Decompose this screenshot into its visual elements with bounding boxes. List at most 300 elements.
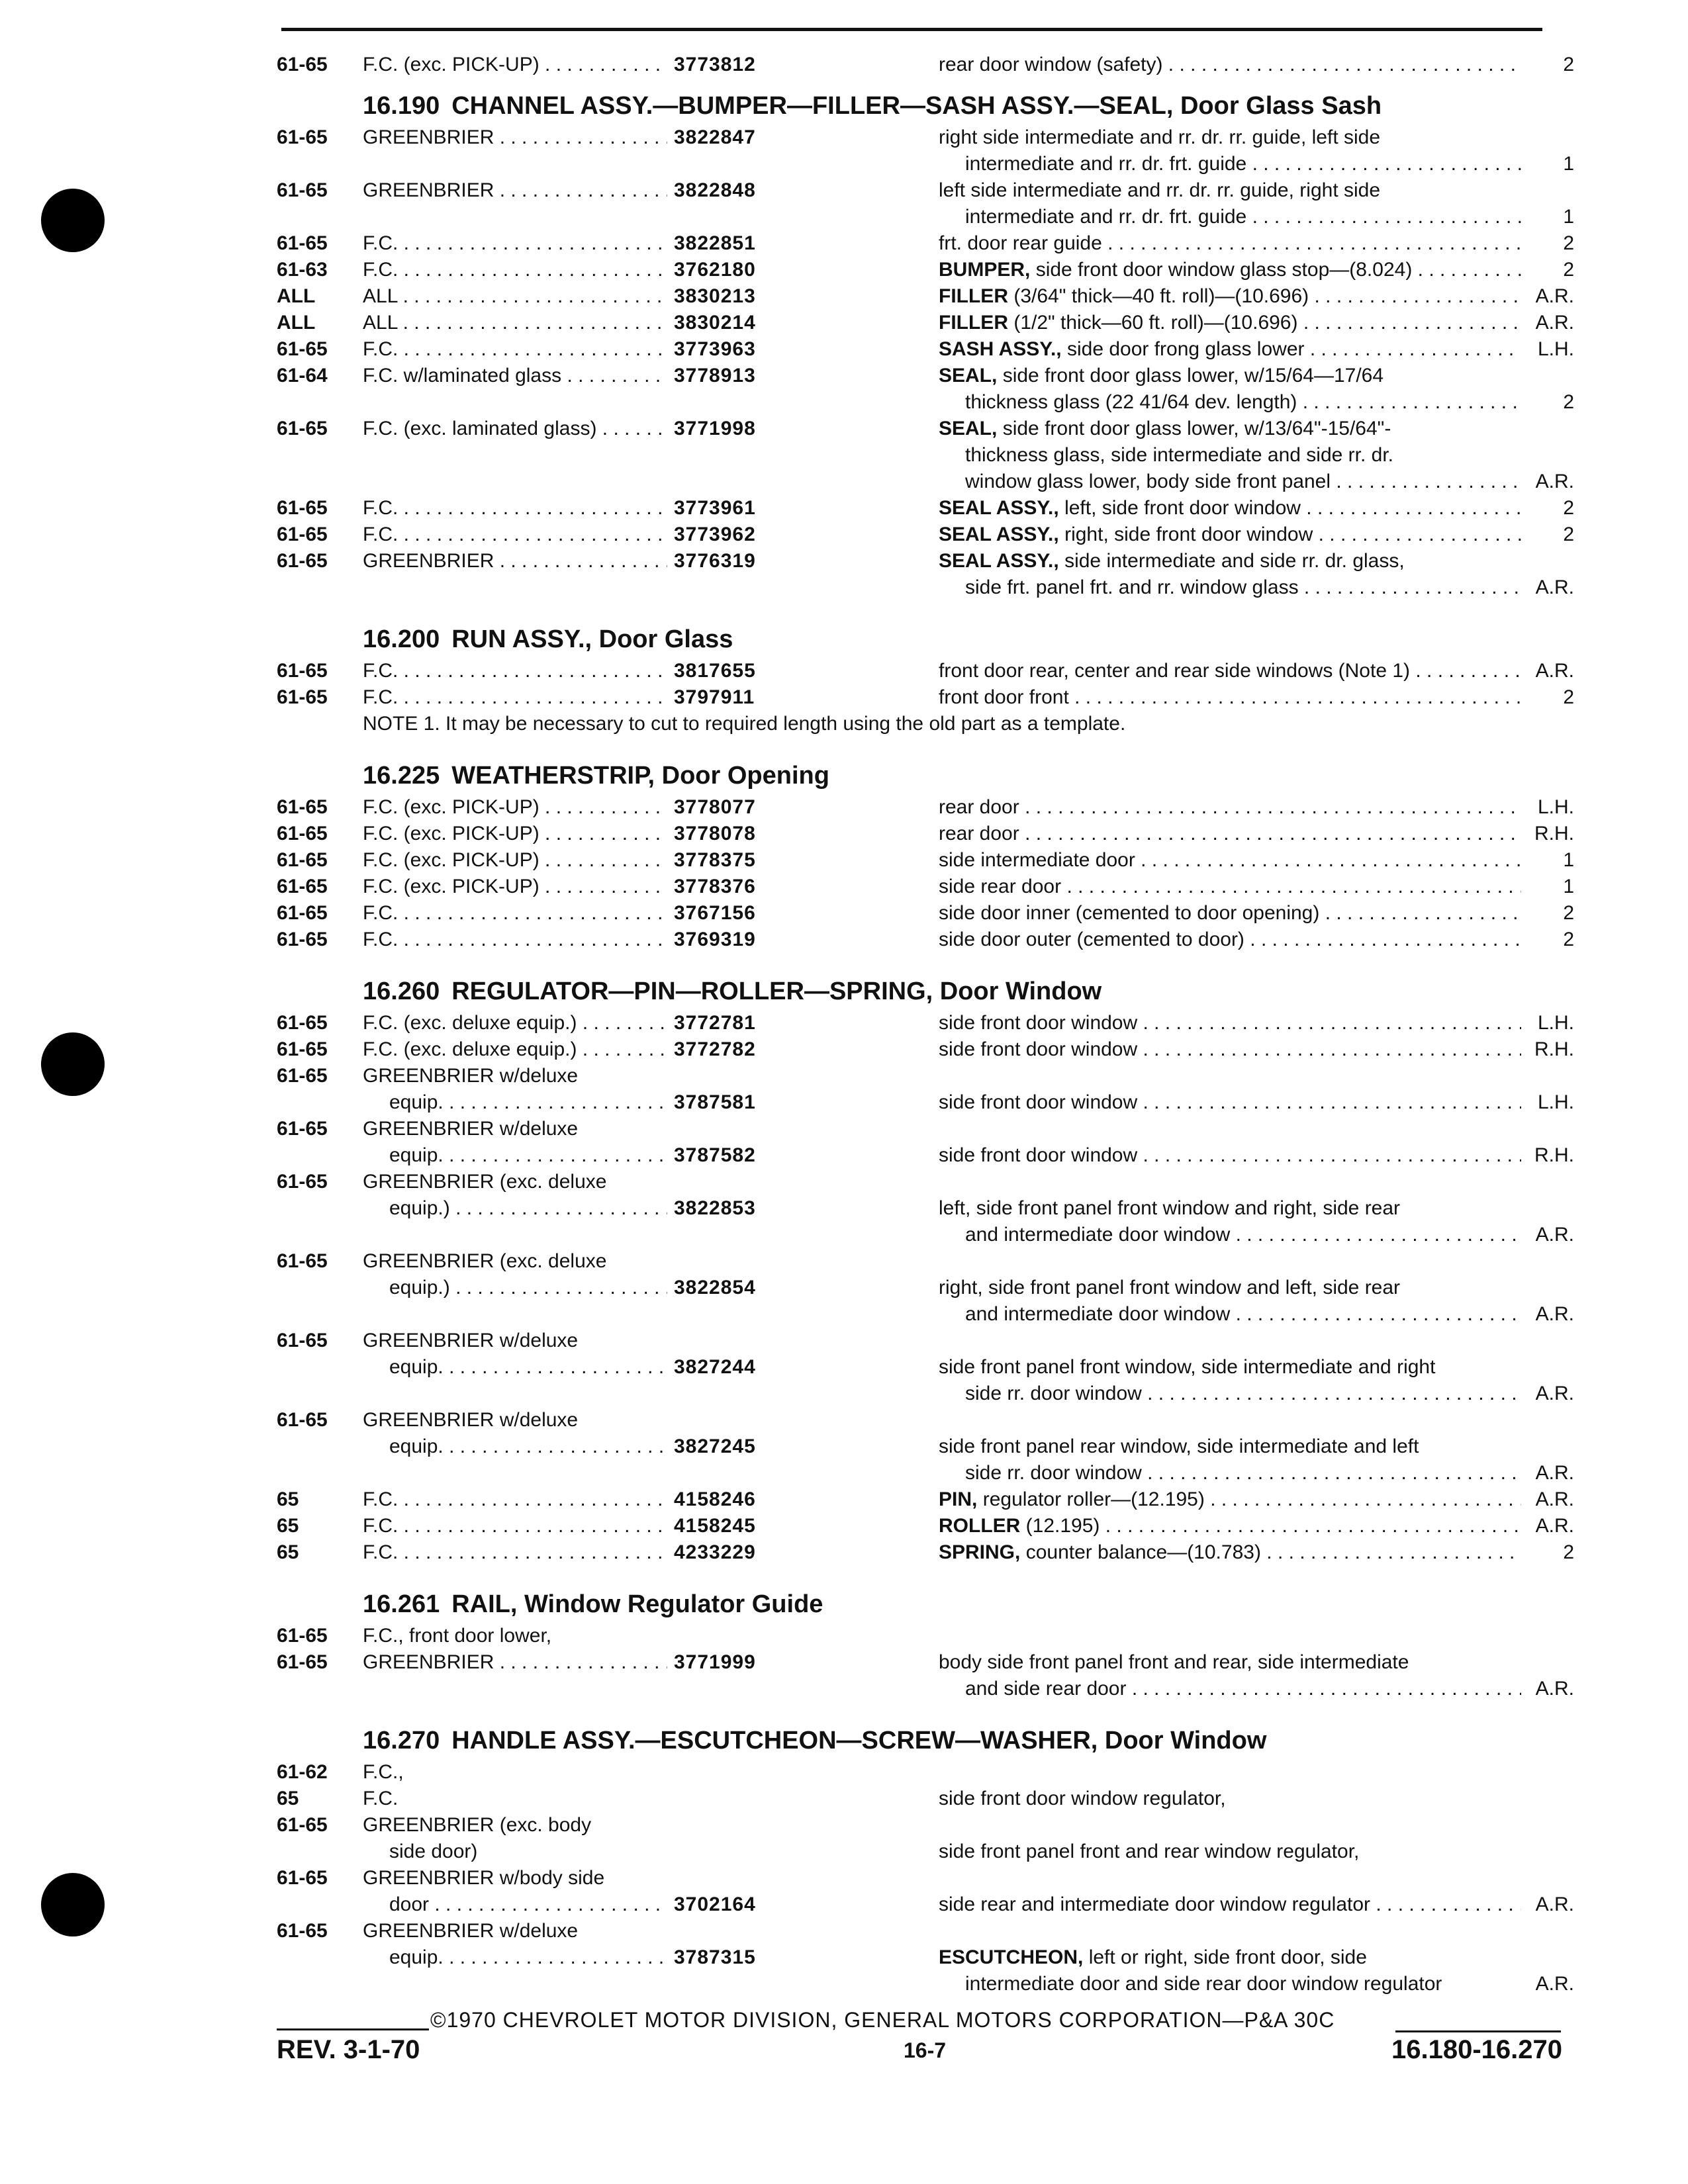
quantity-cell: A.R. [1535,471,1574,492]
table-row [277,1486,1574,1513]
year-cell: 61-65 [277,823,328,844]
description-cell [939,1839,1521,1865]
model-cell: equip. . . . [389,1142,667,1169]
part-number: 3822854 [674,1277,756,1298]
description-text: side front door glass lower, w/15/64—17/64 [1002,365,1384,387]
quantity-cell: A.R. [1535,660,1574,682]
description-text: side front door window glass stop—(8.024) [1035,259,1413,281]
description-cell [965,151,1521,177]
description-text: left side intermediate and rr. dr. rr. guide, right side [939,179,1381,201]
description-cell [939,257,1521,283]
description-cell [965,204,1521,230]
table-row [277,522,1574,548]
description-text: and intermediate door window [965,1303,1231,1325]
model-cell: GREENBRIER w/deluxe [363,1118,579,1140]
section-title: REGULATOR—PIN—ROLLER—SPRING, Door Window [451,978,1102,1005]
model-cell: GREENBRIER (exc. deluxe [363,1171,607,1193]
table-row [277,658,1574,684]
section-gap [277,1702,1574,1713]
section-title: HANDLE ASSY.—ESCUTCHEON—SCREW—WASHER, Door Window [451,1727,1267,1754]
table-row [277,1010,1574,1036]
table-row [277,1433,1574,1460]
quantity-cell: 2 [1563,259,1574,281]
description-text: side intermediate and side rr. dr. glass, [1064,550,1405,572]
description-text: thickness glass, side intermediate and side rr. dr. [965,444,1393,466]
table-row [277,927,1574,953]
year-cell: ALL [277,285,316,307]
model-cell: F.C. . . . [363,230,667,257]
part-number: 3773812 [674,54,756,75]
year-cell: 61-65 [277,929,328,950]
table-row [277,1328,1574,1354]
table-row [277,1063,1574,1089]
section-number: 16.190 [363,92,440,120]
description-text: intermediate and rr. dr. frt. guide [965,153,1247,175]
model-cell: GREENBRIER w/deluxe [363,1920,579,1942]
model-cell: F.C. . . . [363,336,667,363]
revision-date: REV. 3-1-70 [277,2035,420,2064]
table-row [277,1891,1574,1918]
section-heading [277,757,1574,794]
year-cell: 65 [277,1788,299,1809]
section-heading [277,973,1574,1010]
section-heading [277,1722,1574,1759]
table-row [277,684,1574,711]
model-cell: F.C. . . . [363,522,667,548]
section-title: RUN ASSY., Door Glass [451,625,733,653]
model-cell: GREENBRIER w/deluxe [363,1330,579,1351]
footer-rule-right [1395,2030,1561,2032]
quantity-cell: A.R. [1535,1224,1574,1246]
description-cell [965,1676,1521,1702]
table-row [277,1865,1574,1891]
part-number: 3773963 [674,338,756,360]
part-keyword: ROLLER [939,1515,1021,1537]
description-cell [939,1142,1521,1169]
part-number: 3778375 [674,849,756,871]
year-cell: ALL [277,312,316,334]
description-text: side intermediate door [939,849,1135,871]
model-cell: F.C. (exc. PICK-UP) . . . [363,52,667,78]
table-row [277,495,1574,522]
part-number: 3773961 [674,497,756,519]
description-cell [939,363,1521,389]
model-cell: ALL . . . [363,283,667,310]
model-cell: F.C. w/laminated glass . . . [363,363,667,389]
section-heading [277,621,1574,658]
description-cell [939,821,1521,847]
model-cell: GREENBRIER w/deluxe [363,1065,579,1087]
year-cell: 61-65 [277,902,328,924]
part-number: 3822847 [674,126,756,148]
description-cell [939,1486,1521,1513]
part-keyword: SEAL ASSY., [939,497,1059,519]
table-row [277,548,1574,574]
table-row [277,1786,1574,1812]
quantity-cell: L.H. [1537,338,1574,360]
quantity-cell: L.H. [1537,1091,1574,1113]
quantity-cell: 1 [1563,206,1574,228]
table-row [277,1222,1574,1248]
table-row [277,442,1574,469]
part-keyword: SEAL ASSY., [939,523,1059,545]
year-cell: 61-65 [277,1118,328,1140]
model-cell: F.C. (exc. deluxe equip.) . . . [363,1010,667,1036]
quantity-cell: L.H. [1537,1012,1574,1034]
section-note: NOTE 1. It may be necessary to cut to required length using the old part as a template. [363,713,1126,735]
description-cell [939,283,1521,310]
table-row [277,1649,1574,1676]
quantity-cell: R.H. [1534,823,1574,844]
part-number: 3817655 [674,660,756,682]
model-cell: F.C. . . . [363,900,667,927]
model-cell: F.C. (exc. PICK-UP) . . . [363,847,667,874]
description-text: right, side front panel front window and left, side rear [939,1277,1401,1298]
quantity-cell: L.H. [1537,796,1574,818]
description-cell [965,1460,1521,1486]
quantity-cell: 2 [1563,497,1574,519]
year-cell: 61-65 [277,1250,328,1272]
part-number: 3827244 [674,1356,756,1378]
binder-hole-middle [41,1032,105,1096]
model-cell: door . . . [389,1891,667,1918]
section-gap [277,1566,1574,1576]
table-row [277,1407,1574,1433]
description-text: and intermediate door window [965,1224,1231,1246]
table-row [277,310,1574,336]
description-cell [939,52,1521,78]
table-row [277,1248,1574,1275]
quantity-cell: R.H. [1534,1038,1574,1060]
table-row [277,574,1574,601]
quantity-cell: A.R. [1535,1303,1574,1325]
model-cell: F.C. (exc. deluxe equip.) . . . [363,1036,667,1063]
year-cell: 61-65 [277,1171,328,1193]
part-number: 3822848 [674,179,756,201]
part-number: 3778077 [674,796,756,818]
description-cell [965,389,1521,416]
year-cell: 65 [277,1541,299,1563]
model-cell: equip. . . . [389,1433,667,1460]
table-row [277,1812,1574,1839]
table-row [277,1275,1574,1301]
model-cell: ALL . . . [363,310,667,336]
year-cell: 61-65 [277,876,328,897]
section-title: CHANNEL ASSY.—BUMPER—FILLER—SASH ASSY.—SEAL, Door Glass Sash [451,92,1382,120]
part-number: 3827245 [674,1435,756,1457]
model-cell: F.C., [363,1761,404,1783]
description-cell [939,548,1521,574]
section-number: 16.260 [363,978,440,1005]
table-row [277,1918,1574,1944]
table-row [277,230,1574,257]
description-cell [965,442,1521,469]
quantity-cell: 2 [1563,232,1574,254]
part-number: 3762180 [674,259,756,281]
section-number: 16.200 [363,625,440,653]
description-cell [939,1010,1521,1036]
table-row [277,1195,1574,1222]
table-row [277,204,1574,230]
table-row [277,1381,1574,1407]
part-number: 3797911 [674,686,755,708]
table-row [277,1513,1574,1539]
part-number: 3787315 [674,1946,756,1968]
year-cell: 61-63 [277,259,328,281]
part-number: 3767156 [674,902,756,924]
table-row [277,1539,1574,1566]
model-cell: F.C. . . . [363,927,667,953]
quantity-cell: A.R. [1535,1973,1574,1995]
part-keyword: PIN, [939,1488,978,1510]
section-gap [277,953,1574,964]
description-text: (1/2" thick—60 ft. roll)—(10.696) [1013,312,1298,334]
section-heading [277,1586,1574,1623]
section-gap [277,601,1574,612]
part-number: 4233229 [674,1541,756,1563]
description-text: left, side front panel front window and right, side rear [939,1197,1401,1219]
part-number: 3771998 [674,418,756,439]
section-range: 16.180-16.270 [1391,2035,1562,2064]
description-text: side rear and intermediate door window regulator [939,1893,1371,1915]
description-cell [939,416,1521,442]
quantity-cell: A.R. [1535,312,1574,334]
part-number: 3702164 [674,1893,756,1915]
model-cell: F.C. [363,1788,399,1809]
year-cell: 61-65 [277,1330,328,1351]
quantity-cell: A.R. [1535,1488,1574,1510]
description-cell [939,177,1521,204]
model-cell: GREENBRIER w/deluxe [363,1409,579,1431]
description-cell [939,794,1521,821]
description-cell [939,124,1521,151]
description-cell [939,310,1521,336]
quantity-cell: 1 [1563,849,1574,871]
quantity-cell: 2 [1563,686,1574,708]
table-row [277,177,1574,204]
table-row [277,1460,1574,1486]
description-cell [965,1381,1521,1407]
description-cell [939,1354,1521,1381]
model-cell: side door) [389,1841,478,1862]
description-cell [939,927,1521,953]
section-number: 16.261 [363,1590,440,1618]
year-cell: 61-65 [277,523,328,545]
part-number: 3830213 [674,285,756,307]
model-cell: F.C., front door lower, [363,1625,552,1647]
description-cell [939,1786,1521,1812]
quantity-cell: 2 [1563,1541,1574,1563]
part-keyword: SASH ASSY., [939,338,1062,360]
quantity-cell: 2 [1563,929,1574,950]
part-keyword: SEAL ASSY., [939,550,1059,572]
part-number: 3776319 [674,550,756,572]
description-text: front door rear, center and rear side windows (Note 1) [939,660,1411,682]
table-row [277,1623,1574,1649]
part-number: 3830214 [674,312,756,334]
table-row [277,847,1574,874]
model-cell: GREENBRIER (exc. deluxe [363,1250,607,1272]
model-cell: equip.) . . . [389,1195,667,1222]
description-cell [939,1513,1521,1539]
description-cell [939,900,1521,927]
description-text: (3/64" thick—40 ft. roll)—(10.696) [1013,285,1309,307]
table-row [277,416,1574,442]
table-row [277,1354,1574,1381]
model-cell: F.C. . . . [363,1486,667,1513]
description-text: side frt. panel frt. and rr. window glass [965,576,1299,598]
description-text: side front door window [939,1091,1138,1113]
description-text: right, side front door window [1064,523,1313,545]
model-cell: GREENBRIER . . . [363,548,667,574]
part-number: 3772781 [674,1012,756,1034]
year-cell: 61-65 [277,1012,328,1034]
table-row [277,1759,1574,1786]
year-cell: 61-65 [277,849,328,871]
page-number: 16-7 [904,2038,947,2062]
description-text: side front panel front and rear window regulator, [939,1841,1360,1862]
section-heading [277,87,1574,124]
description-text: frt. door rear guide [939,232,1102,254]
top-rule [281,28,1542,31]
year-cell: 61-65 [277,1625,328,1647]
quantity-cell: A.R. [1535,576,1574,598]
description-cell [939,1944,1521,1971]
description-cell [939,1891,1521,1918]
model-cell: F.C. . . . [363,658,667,684]
model-cell: equip.) . . . [389,1275,667,1301]
table-row [277,1676,1574,1702]
table-row [277,1036,1574,1063]
year-cell: 65 [277,1515,299,1537]
part-number: 3787581 [674,1091,756,1113]
section-title: RAIL, Window Regulator Guide [451,1590,823,1618]
year-cell: 61-65 [277,126,328,148]
table-row [277,1089,1574,1116]
description-cell [939,1539,1521,1566]
year-cell: 61-65 [277,54,328,75]
description-text: side rear door [939,876,1062,897]
model-cell: F.C. (exc. laminated glass) . . . [363,416,667,442]
description-text: side front panel front window, side intermediate and right [939,1356,1436,1378]
model-cell: F.C. (exc. PICK-UP) . . . [363,821,667,847]
part-keyword: FILLER [939,312,1008,334]
quantity-cell: A.R. [1535,1383,1574,1404]
model-cell: F.C. . . . [363,1539,667,1566]
model-cell: F.C. . . . [363,257,667,283]
year-cell: 61-65 [277,1409,328,1431]
table-row [277,1301,1574,1328]
description-text: side front door window [939,1144,1138,1166]
description-cell [939,495,1521,522]
description-cell [939,684,1521,711]
part-number: 3773962 [674,523,756,545]
description-text: counter balance—(10.783) [1025,1541,1261,1563]
description-text: side front door window regulator, [939,1788,1226,1809]
quantity-cell: 2 [1563,391,1574,413]
model-cell: equip. . . . [389,1944,667,1971]
part-number: 3778913 [674,365,756,387]
description-cell [965,1222,1521,1248]
description-cell [965,574,1521,601]
description-text: rear door [939,796,1019,818]
description-cell [939,1275,1521,1301]
table-row [277,874,1574,900]
table-row [277,821,1574,847]
table-row [277,52,1574,78]
description-text: and side rear door [965,1678,1127,1700]
quantity-cell: A.R. [1535,1515,1574,1537]
model-cell: F.C. . . . [363,495,667,522]
model-cell: F.C. (exc. PICK-UP) . . . [363,874,667,900]
year-cell: 61-65 [277,660,328,682]
part-keyword: BUMPER, [939,259,1031,281]
part-keyword: FILLER [939,285,1008,307]
table-row [277,124,1574,151]
footer-rule-left [277,2028,429,2030]
year-cell: 61-65 [277,796,328,818]
model-cell: GREENBRIER . . . [363,1649,667,1676]
table-row [277,1169,1574,1195]
quantity-cell: A.R. [1535,285,1574,307]
model-cell: GREENBRIER . . . [363,177,667,204]
description-cell [939,230,1521,257]
description-cell [939,847,1521,874]
description-text: side front door window [939,1012,1138,1034]
model-cell: equip. . . . [389,1089,667,1116]
quantity-cell: 2 [1563,54,1574,75]
table-row [277,794,1574,821]
description-cell [965,1301,1521,1328]
table-row [277,1971,1574,1997]
part-keyword: ESCUTCHEON, [939,1946,1084,1968]
description-cell [965,469,1521,495]
quantity-cell: R.H. [1534,1144,1574,1166]
part-number: 3778078 [674,823,756,844]
description-text: left or right, side front door, side [1088,1946,1367,1968]
part-number: 3772782 [674,1038,756,1060]
description-text: left, side front door window [1064,497,1301,519]
year-cell: 61-65 [277,232,328,254]
table-row [277,336,1574,363]
year-cell: 61-65 [277,179,328,201]
table-row [277,469,1574,495]
parts-list [277,52,1574,2008]
description-text: side door outer (cemented to door) [939,929,1244,950]
description-cell [939,522,1521,548]
description-text: (12.195) [1025,1515,1100,1537]
table-row [277,389,1574,416]
description-cell [965,1971,1521,1997]
quantity-cell: 1 [1563,876,1574,897]
part-number: 4158245 [674,1515,756,1537]
year-cell: 61-65 [277,550,328,572]
table-row [277,1839,1574,1865]
part-number: 3822851 [674,232,756,254]
description-cell [939,874,1521,900]
section-number: 16.225 [363,762,440,790]
description-text: side rr. door window [965,1462,1142,1484]
table-row [277,283,1574,310]
quantity-cell: 1 [1563,153,1574,175]
table-row [277,151,1574,177]
year-cell: 61-62 [277,1761,328,1783]
section-gap [277,737,1574,748]
year-cell: 65 [277,1488,299,1510]
model-cell: F.C. . . . [363,684,667,711]
part-number: 3822853 [674,1197,756,1219]
description-text: side front door window [939,1038,1138,1060]
